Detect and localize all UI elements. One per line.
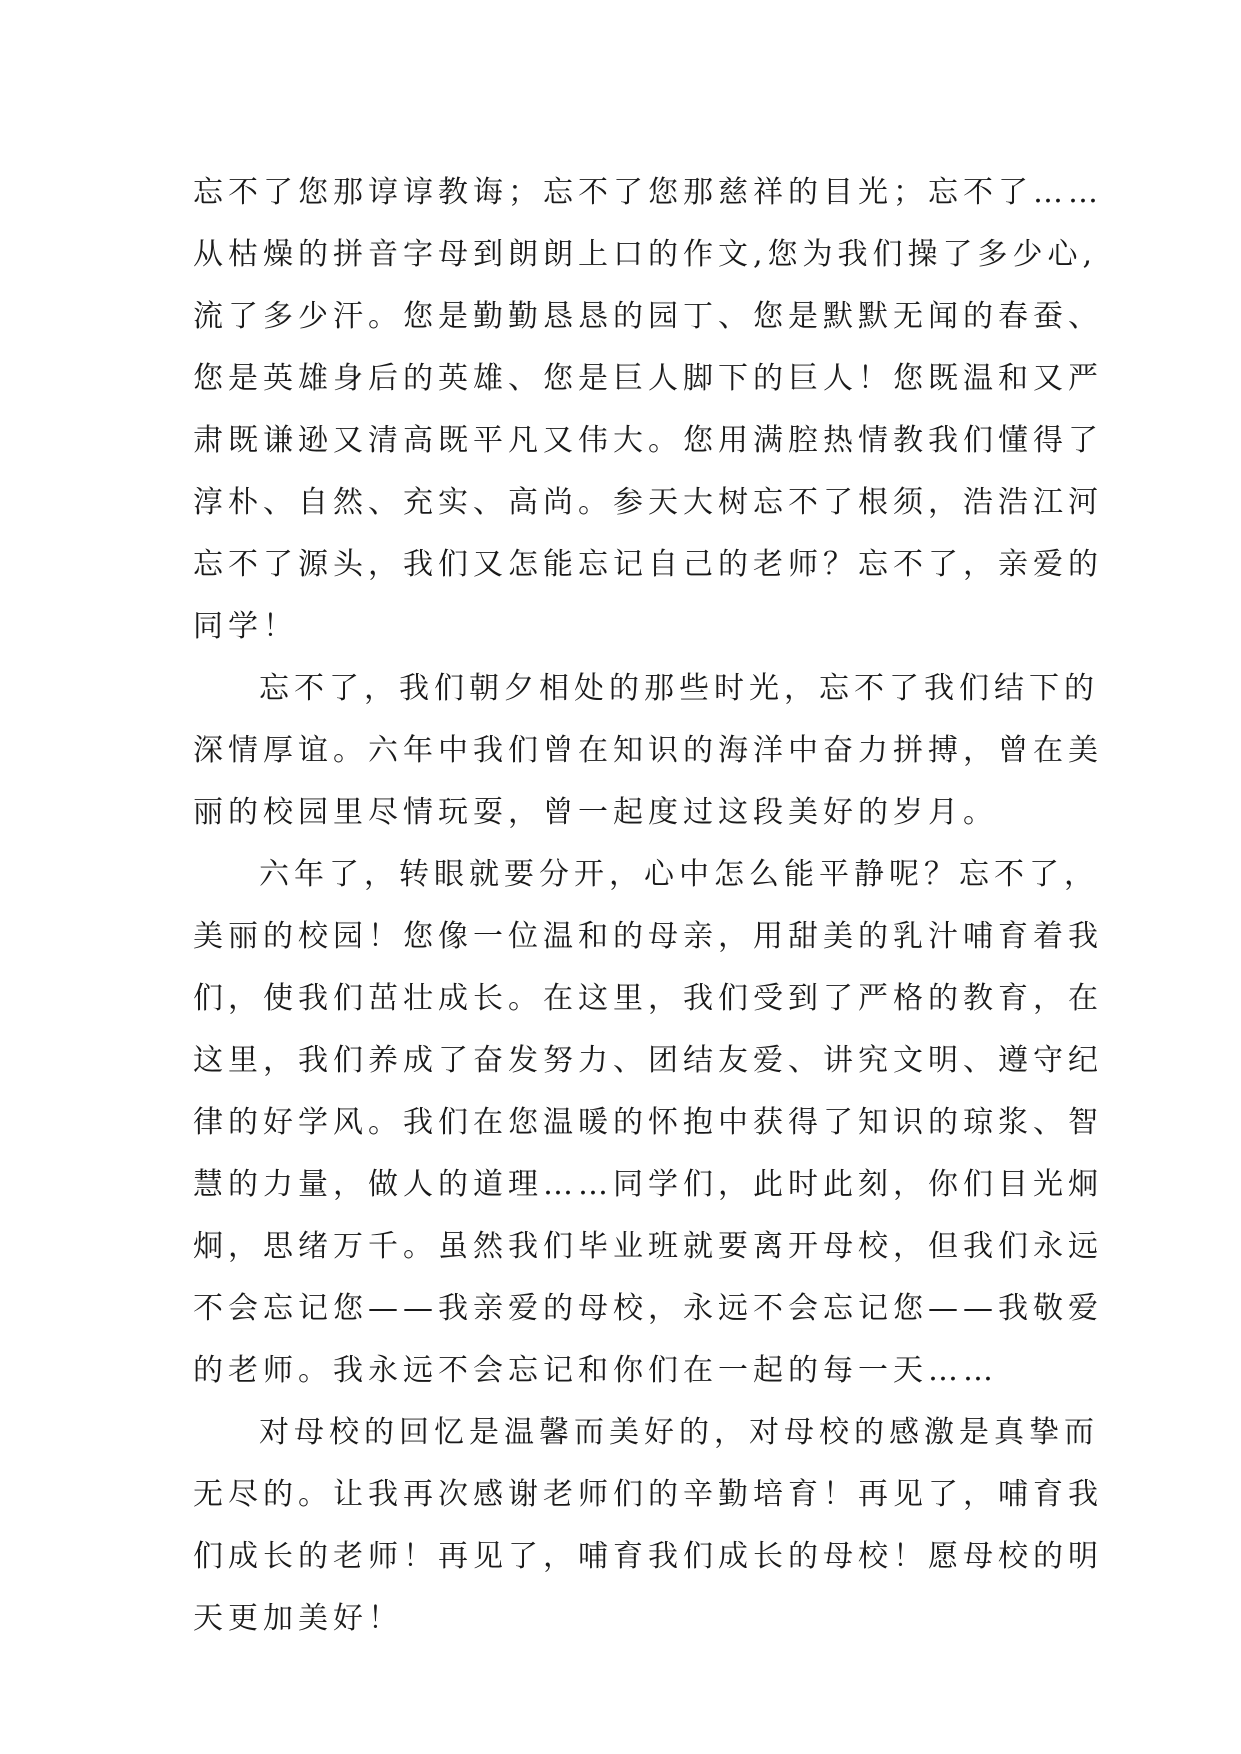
text-line: 您是英雄身后的英雄、您是巨人脚下的巨人！您既温和又严 <box>193 361 1103 396</box>
paragraph-start-line: 忘不了，我们朝夕相处的那些时光，忘不了我们结下的 <box>259 671 1099 706</box>
text-line: 深情厚谊。六年中我们曾在知识的海洋中奋力拼搏，曾在美 <box>193 733 1103 768</box>
text-line: 无尽的。让我再次感谢老师们的辛勤培育！再见了，哺育我 <box>193 1477 1103 1512</box>
text-line: 丽的校园里尽情玩耍，曾一起度过这段美好的岁月。 <box>193 795 998 830</box>
paragraph-start-line: 对母校的回忆是温馨而美好的，对母校的感激是真挚而 <box>259 1415 1099 1450</box>
text-line: 炯，思绪万千。虽然我们毕业班就要离开母校，但我们永远 <box>193 1229 1103 1264</box>
text-line: 慧的力量，做人的道理……同学们，此时此刻，你们目光炯 <box>193 1167 1103 1202</box>
text-line: 从枯燥的拼音字母到朗朗上口的作文,您为我们操了多少心, <box>193 237 1098 272</box>
text-line: 们，使我们茁壮成长。在这里，我们受到了严格的教育，在 <box>193 981 1103 1016</box>
text-line: 不会忘记您——我亲爱的母校，永远不会忘记您——我敬爱 <box>193 1291 1103 1326</box>
text-line: 流了多少汗。您是勤勤恳恳的园丁、您是默默无闻的春蚕、 <box>193 299 1103 334</box>
text-line: 肃既谦逊又清高既平凡又伟大。您用满腔热情教我们懂得了 <box>193 423 1103 458</box>
text-line: 同学！ <box>193 609 298 644</box>
text-line: 忘不了您那谆谆教诲；忘不了您那慈祥的目光；忘不了…… <box>193 175 1103 210</box>
text-line: 美丽的校园！您像一位温和的母亲，用甜美的乳汁哺育着我 <box>193 919 1103 954</box>
text-line: 忘不了源头，我们又怎能忘记自己的老师？忘不了，亲爱的 <box>193 547 1103 582</box>
text-line: 们成长的老师！再见了，哺育我们成长的母校！愿母校的明 <box>193 1539 1103 1574</box>
body-text <box>193 162 1103 1650</box>
text-line: 天更加美好！ <box>193 1601 403 1636</box>
text-line: 这里，我们养成了奋发努力、团结友爱、讲究文明、遵守纪 <box>193 1043 1103 1078</box>
text-line: 淳朴、自然、充实、高尚。参天大树忘不了根须，浩浩江河 <box>193 485 1103 520</box>
paragraph-start-line: 六年了，转眼就要分开，心中怎么能平静呢？忘不了， <box>259 857 1099 892</box>
text-line: 的老师。我永远不会忘记和你们在一起的每一天…… <box>193 1353 998 1388</box>
text-line: 律的好学风。我们在您温暖的怀抱中获得了知识的琼浆、智 <box>193 1105 1103 1140</box>
